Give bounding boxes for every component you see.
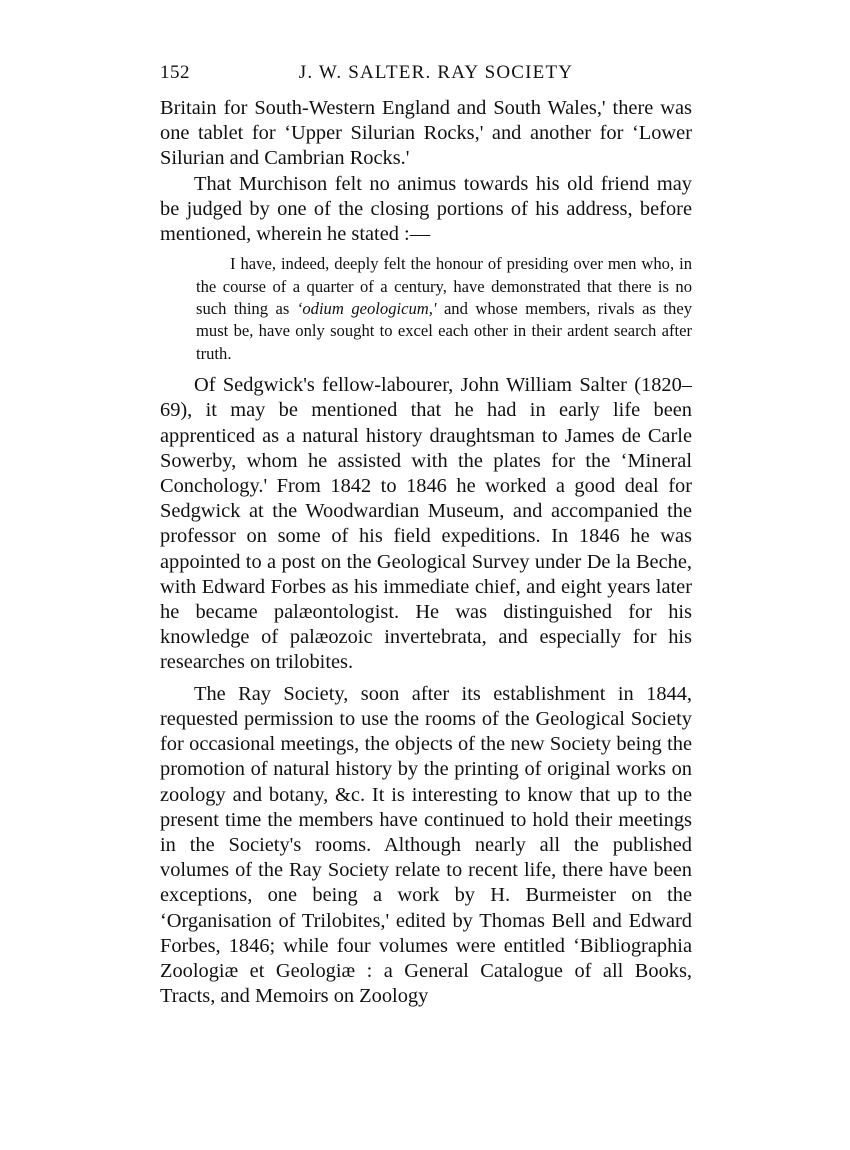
body-text bbox=[160, 96, 692, 1009]
running-title: J. W. SALTER. RAY SOCIETY bbox=[298, 62, 574, 83]
block-quote bbox=[196, 253, 692, 365]
paragraph-ray-society: The Ray Society, soon after its establishment in 1844, requested permission to use the rooms of the Geological Society for occasional meetings, the objects of the new Society being the promotion of natural history by the printing of original works on zoology and botany, &c. It is interesting to know that up to the present time the members have continued to hold their meetings in the Society's rooms. Although nearly all the published volumes of the Ray Society relate to recent life, there have been exceptions, one being a work by H. Burmeister on the ‘Organisation of Trilobites,' edited by Thomas Bell and Edward Forbes, 1846; while four volumes were entitled ‘Bibliographia Zoologiæ et Geologiæ : a General Catalogue of all Books, Tracts, and Memoirs on Zoology bbox=[160, 682, 692, 1008]
running-head bbox=[160, 62, 692, 90]
paragraph-murchison: That Murchison felt no animus towards his old friend may be judged by one of the closing portions of his address, before mentioned, wherein he stated :— bbox=[160, 172, 692, 246]
quote-italic-phrase: ‘odium geologicum,' bbox=[296, 299, 437, 319]
page-number: 152 bbox=[160, 62, 190, 83]
book-page bbox=[160, 62, 692, 1009]
paragraph-salter: Of Sedgwick's fellow-labourer, John William Salter (1820–69), it may be mentioned that he had in early life been apprenticed as a natural history draughtsman to James de Carle Sowerby, whom he assisted with the plates for the ‘Mineral Conchology.' From 1842 to 1846 he worked a good deal for Sedgwick at the Woodwardian Museum, and accompanied the professor on some of his field expeditions. In 1846 he was appointed to a post on the Geological Survey under De la Beche, with Edward Forbes as his immediate chief, and eight years later he became palæontologist. He was distinguished for his knowledge of palæozoic invertebrata, and especially for his researches on trilobites. bbox=[160, 374, 692, 674]
quote-text-start: I have, indeed, deeply felt the honour of presiding over men who, in the course of a quarter of a century, have demonstrated that there is no such thing as bbox=[196, 254, 692, 319]
quote-text-end: and whose members, rivals as they must be, have only sought to excel each other in their ardent search after truth. bbox=[196, 299, 692, 363]
paragraph-continuation: Britain for South-Western England and South Wales,' there was one tablet for ‘Upper Silurian Rocks,' and another for ‘Lower Silurian and Cambrian Rocks.' bbox=[160, 97, 692, 170]
